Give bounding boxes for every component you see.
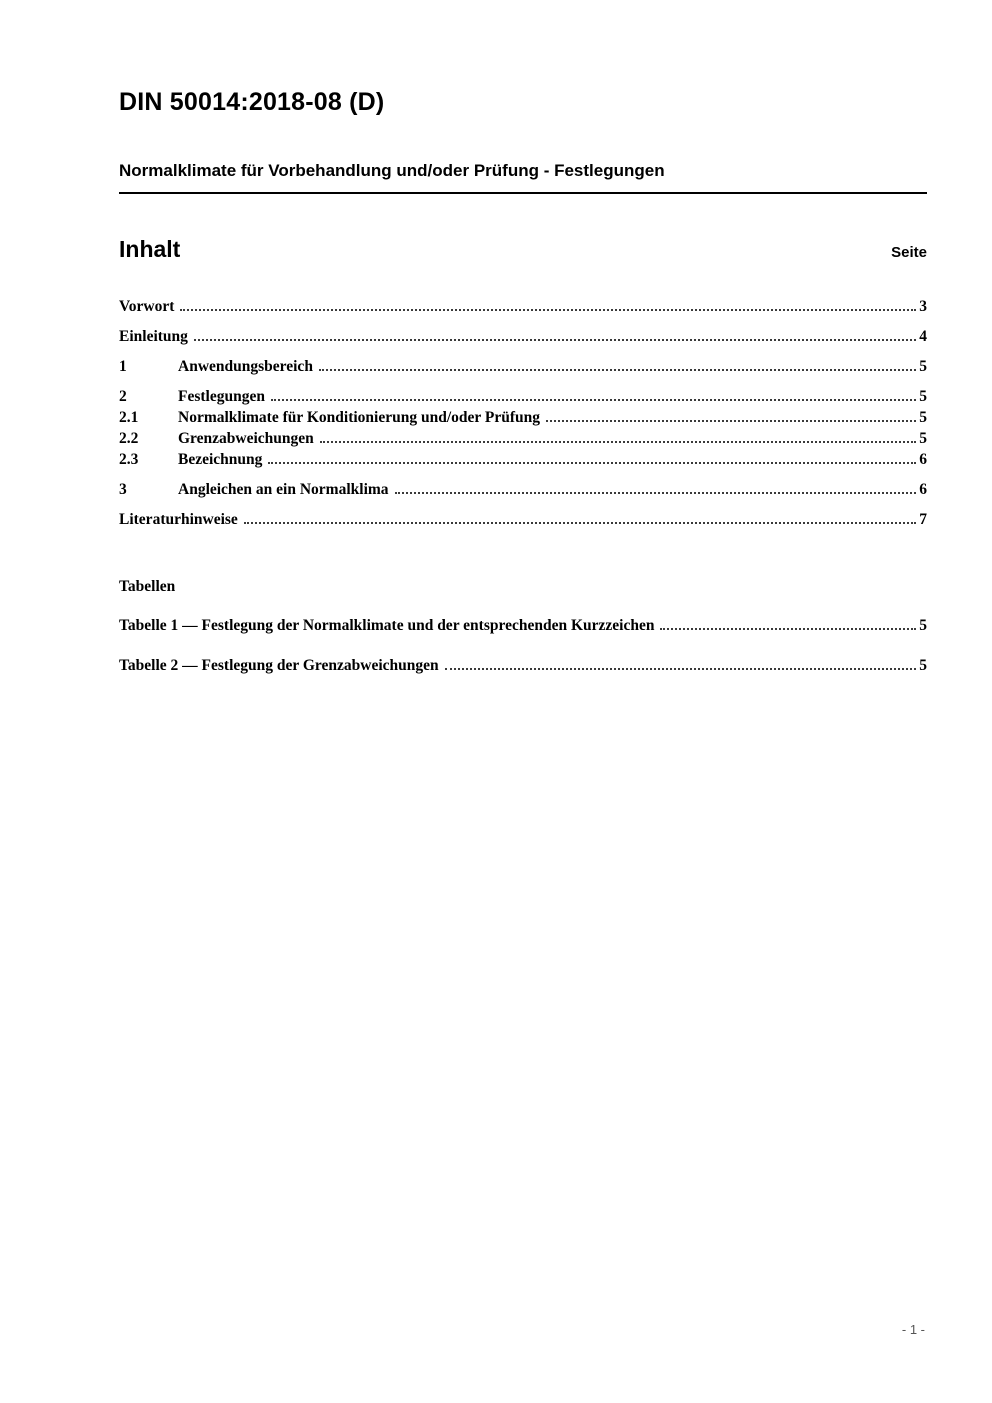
toc-entry-label: Bezeichnung	[178, 451, 263, 468]
toc-entry-label: Literaturhinweise	[119, 511, 238, 528]
toc-entry-label: Tabelle 2 — Festlegung der Grenzabweichungen	[119, 657, 439, 674]
page-number-footer: - 1 -	[901, 1322, 925, 1337]
toc-page-number: 7	[919, 511, 927, 528]
toc-entry-number: 2.1	[119, 409, 139, 426]
toc-entry-label: Normalklimate für Konditionierung und/oder Prüfung	[178, 409, 540, 426]
toc-row-grenzabweichungen	[119, 429, 927, 449]
toc-entry-number: 2.2	[119, 430, 139, 447]
dot-leader	[271, 399, 916, 401]
dot-leader	[660, 628, 916, 630]
toc-page-number: 5	[919, 409, 927, 426]
toc-page-number: 6	[919, 451, 927, 468]
toc-row-festlegungen	[119, 387, 927, 407]
toc-entry-number: 3	[119, 481, 127, 498]
toc-page-column-label: Seite	[891, 244, 927, 261]
toc-page-number: 4	[919, 328, 927, 345]
toc-row-tabelle-2	[119, 656, 927, 676]
toc-row-anwendungsbereich	[119, 357, 927, 377]
toc-header	[119, 236, 927, 263]
toc-entry-number: 2	[119, 388, 127, 405]
document-subtitle: Normalklimate für Vorbehandlung und/oder Prüfung - Festlegungen	[119, 161, 927, 194]
toc-row-einleitung	[119, 327, 927, 347]
toc-row-bezeichnung	[119, 450, 927, 470]
toc-entry-number: 2.3	[119, 451, 139, 468]
toc-entry-label: Angleichen an ein Normalklima	[178, 481, 389, 498]
toc-row-tabelle-1	[119, 616, 927, 636]
dot-leader	[268, 462, 916, 464]
dot-leader	[194, 339, 916, 341]
dot-leader	[244, 522, 916, 524]
tables-heading: Tabellen	[119, 578, 176, 595]
toc-row-angleichen	[119, 480, 927, 500]
dot-leader	[320, 441, 916, 443]
dot-leader	[319, 369, 916, 371]
toc-entry-label: Festlegungen	[178, 388, 265, 405]
toc-page-number: 5	[919, 617, 927, 634]
page-content	[0, 0, 992, 676]
toc-page-number: 5	[919, 430, 927, 447]
tables-toc-section	[119, 578, 927, 676]
dot-leader	[546, 420, 916, 422]
toc-entry-label: Tabelle 1 — Festlegung der Normalklimate und der entsprechenden Kurzzeichen	[119, 617, 655, 634]
toc-page-number: 6	[919, 481, 927, 498]
toc-entry-label: Grenzabweichungen	[178, 430, 314, 447]
toc-page-number: 5	[919, 358, 927, 375]
toc-page-number: 5	[919, 657, 927, 674]
toc-entry-label: Einleitung	[119, 328, 188, 345]
toc-entry-label: Anwendungsbereich	[178, 358, 313, 375]
dot-leader	[395, 492, 917, 494]
toc-row-literaturhinweise	[119, 510, 927, 530]
document-title: DIN 50014:2018-08 (D)	[119, 88, 385, 116]
dot-leader	[180, 309, 916, 311]
dot-leader	[445, 668, 917, 670]
toc-page-number: 3	[919, 298, 927, 315]
toc-entry-label: Vorwort	[119, 298, 175, 315]
toc-entry-number: 1	[119, 358, 127, 375]
table-of-contents	[119, 297, 927, 676]
toc-row-normalklimate	[119, 408, 927, 428]
toc-row-vorwort	[119, 297, 927, 317]
toc-heading: Inhalt	[119, 236, 181, 262]
toc-page-number: 5	[919, 388, 927, 405]
